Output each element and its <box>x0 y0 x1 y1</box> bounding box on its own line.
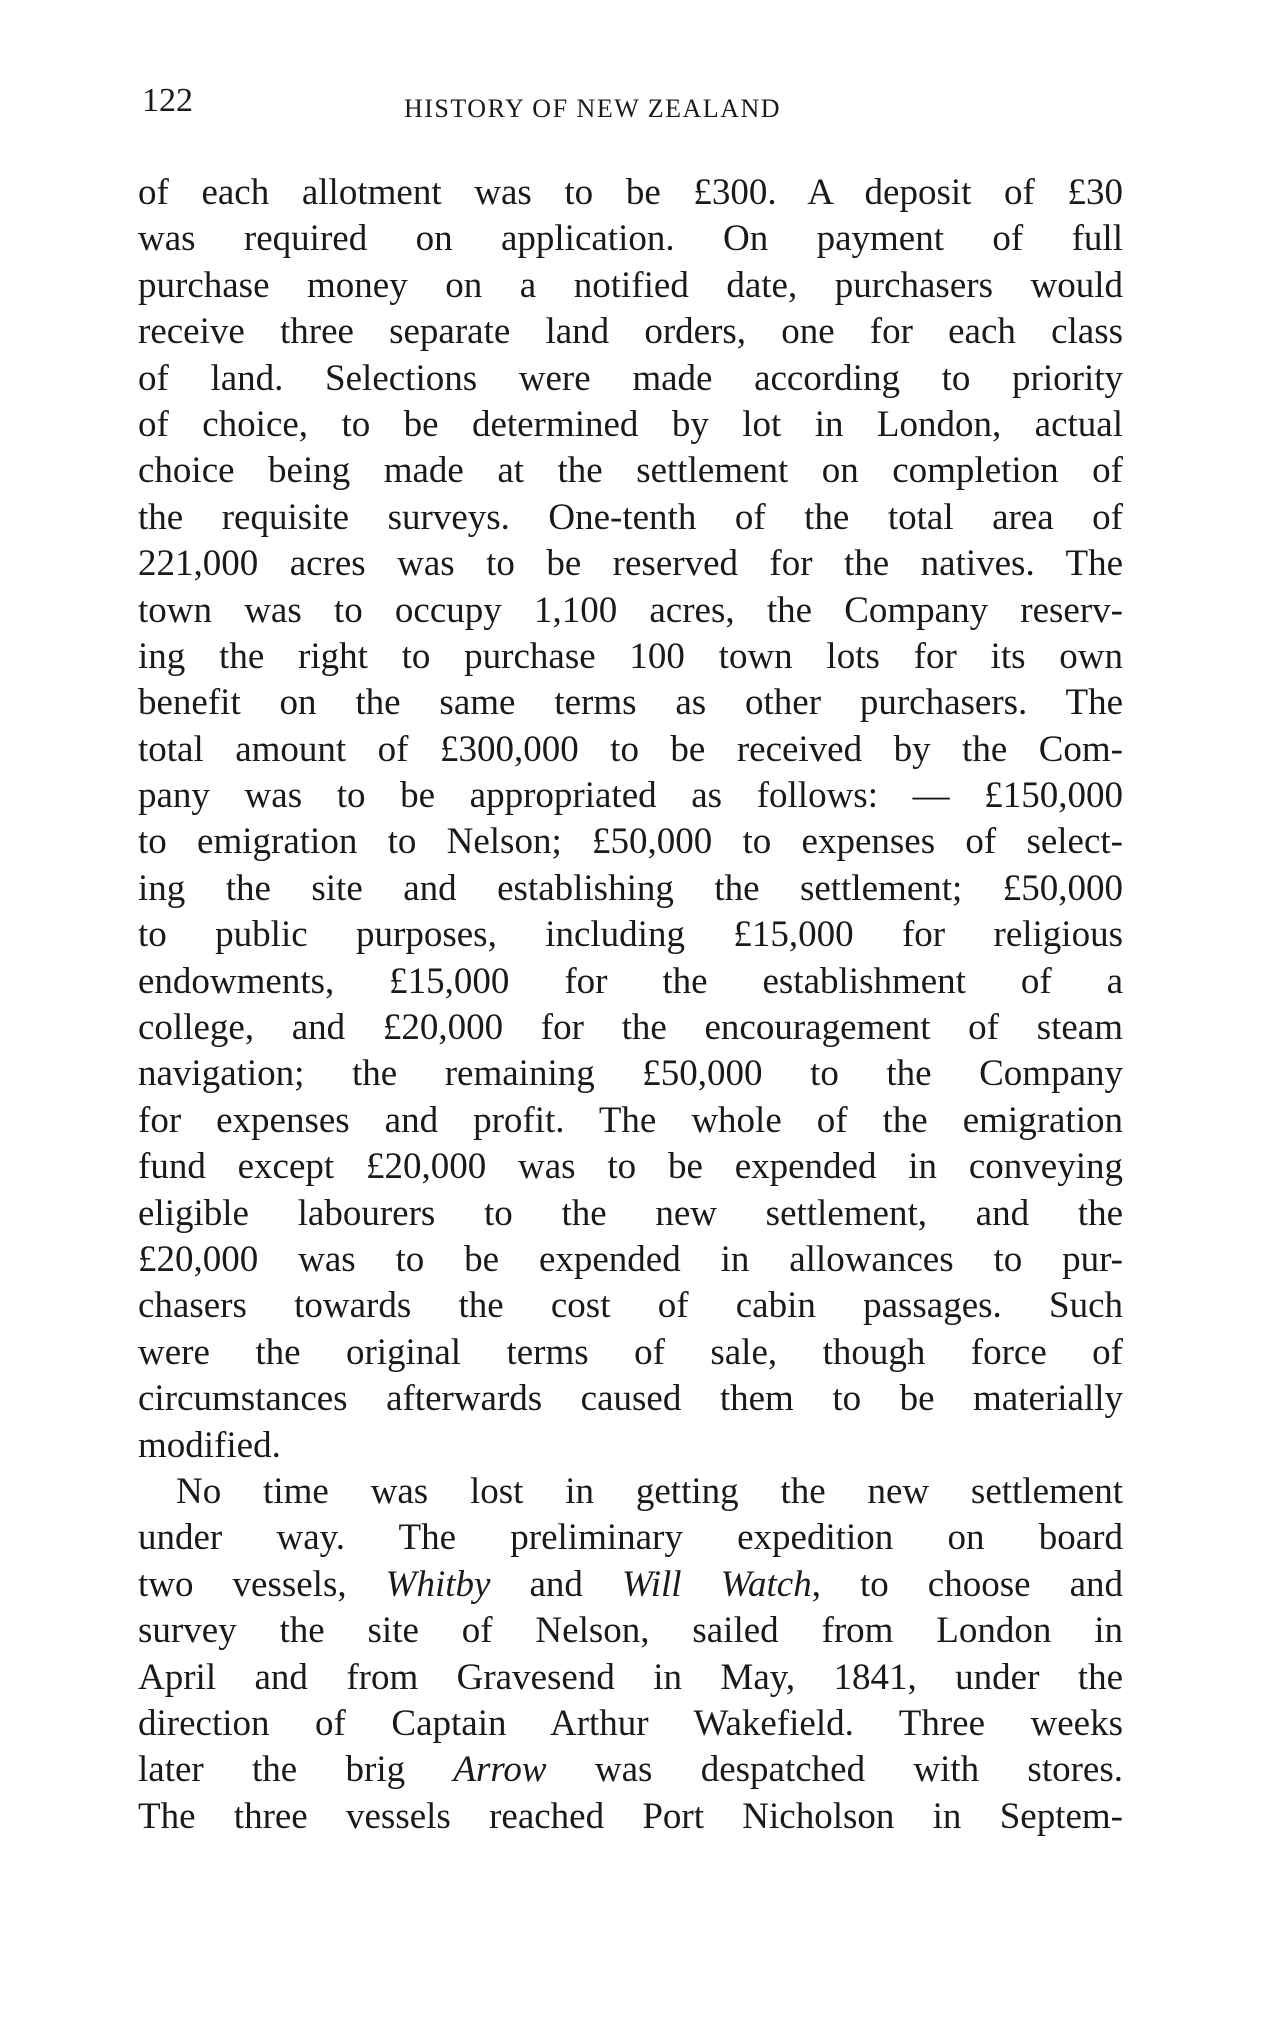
text-line <box>138 1237 1123 1283</box>
text-line-content: town was to occupy 1,100 acres, the Company reserv- <box>138 589 1123 631</box>
running-title: HISTORY OF NEW ZEALAND <box>404 94 782 123</box>
text-line <box>138 1376 1123 1422</box>
text-line-content: No time was lost in getting the new settlement <box>176 1470 1123 1512</box>
text-line <box>138 773 1123 819</box>
text-line-content: benefit on the same terms as other purchasers. The <box>138 682 1123 724</box>
text-line-content: later the brig Arrow was despatched with stores. <box>138 1749 1124 1791</box>
text-line-content: navigation; the remaining £50,000 to the Company <box>138 1053 1123 1095</box>
page-body <box>138 170 1123 1840</box>
text-line-content: fund except £20,000 was to be expended in conveying <box>138 1146 1123 1188</box>
text-line-content: to public purposes, including £15,000 for religious <box>138 914 1123 956</box>
text-line <box>138 959 1123 1005</box>
text-line <box>138 1330 1123 1376</box>
text-line <box>138 1747 1123 1793</box>
text-line <box>138 1701 1123 1747</box>
text-line <box>138 727 1123 773</box>
text-line-content: modified. <box>138 1424 281 1466</box>
text-line <box>138 1191 1123 1237</box>
text-line <box>138 1608 1123 1654</box>
text-line-content: of each allotment was to be £300. A deposit of £30 <box>138 172 1123 213</box>
text-line <box>138 495 1123 541</box>
text-line-content: the requisite surveys. One-tenth of the total area of <box>138 496 1123 538</box>
text-line-content: for expenses and profit. The whole of the emigration <box>138 1099 1123 1141</box>
text-line <box>138 309 1123 355</box>
text-line-content: endowments, £15,000 for the establishment of a <box>138 960 1123 1002</box>
text-line <box>138 1423 1123 1469</box>
text-line-content: April and from Gravesend in May, 1841, under the <box>138 1656 1123 1698</box>
text-line <box>138 912 1123 958</box>
text-line-content: chasers towards the cost of cabin passages. Such <box>138 1285 1123 1327</box>
text-line <box>138 1098 1123 1144</box>
text-line <box>138 1051 1123 1097</box>
text-line <box>138 634 1123 680</box>
text-line-content: £20,000 was to be expended in allowances to pur- <box>138 1238 1123 1280</box>
text-line <box>138 1144 1123 1190</box>
text-line <box>138 1283 1123 1329</box>
text-line <box>138 819 1123 865</box>
text-line <box>138 1562 1123 1608</box>
text-line-content: The three vessels reached Port Nicholson in Septem- <box>138 1795 1123 1837</box>
text-line <box>138 1005 1123 1051</box>
text-line <box>138 356 1123 402</box>
text-line-content: circumstances afterwards caused them to be materially <box>138 1378 1123 1420</box>
text-line-content: purchase money on a notified date, purchasers would <box>138 264 1123 306</box>
text-line <box>138 866 1123 912</box>
text-line-content: total amount of £300,000 to be received by the Com- <box>138 728 1123 770</box>
text-line-content: two vessels, Whitby and Will Watch, to choose and <box>138 1563 1123 1605</box>
text-line-content: was required on application. On payment of full <box>138 218 1123 260</box>
text-line-content: of choice, to be determined by lot in London, actual <box>138 403 1123 445</box>
text-line <box>138 402 1123 448</box>
paragraph-2 <box>138 1469 1123 1840</box>
text-line <box>138 1794 1123 1840</box>
text-line <box>138 1655 1123 1701</box>
text-line-content: eligible labourers to the new settlement, and the <box>138 1192 1123 1234</box>
text-line-content: college, and £20,000 for the encouragement of steam <box>138 1007 1123 1049</box>
text-line-content: ing the right to purchase 100 town lots for its own <box>138 635 1123 677</box>
text-line-content: of land. Selections were made according to priority <box>138 357 1123 399</box>
text-line-content: ing the site and establishing the settlement; £50,000 <box>138 867 1123 909</box>
paragraph-1 <box>138 170 1123 1469</box>
text-line-content: receive three separate land orders, one for each class <box>138 311 1123 353</box>
text-line-content: to emigration to Nelson; £50,000 to expenses of select- <box>138 821 1123 863</box>
text-line-content: 221,000 acres was to be reserved for the natives. The <box>138 543 1123 585</box>
text-line-content: were the original terms of sale, though force of <box>138 1331 1123 1373</box>
text-line <box>138 680 1123 726</box>
text-line-content: under way. The preliminary expedition on board <box>138 1517 1123 1559</box>
text-line <box>138 588 1123 634</box>
text-line-content: direction of Captain Arthur Wakefield. Three weeks <box>138 1702 1123 1744</box>
text-line-content: pany was to be appropriated as follows: — £150,000 <box>138 775 1123 817</box>
text-line-content: choice being made at the settlement on completion of <box>138 450 1123 492</box>
text-line <box>138 170 1123 216</box>
page-number: 122 <box>142 82 193 119</box>
text-line <box>138 1515 1123 1561</box>
text-line <box>138 1469 1123 1515</box>
text-line <box>138 216 1123 262</box>
text-line-content: survey the site of Nelson, sailed from London in <box>138 1610 1123 1652</box>
text-line <box>138 263 1123 309</box>
text-line <box>138 541 1123 587</box>
text-line <box>138 448 1123 494</box>
